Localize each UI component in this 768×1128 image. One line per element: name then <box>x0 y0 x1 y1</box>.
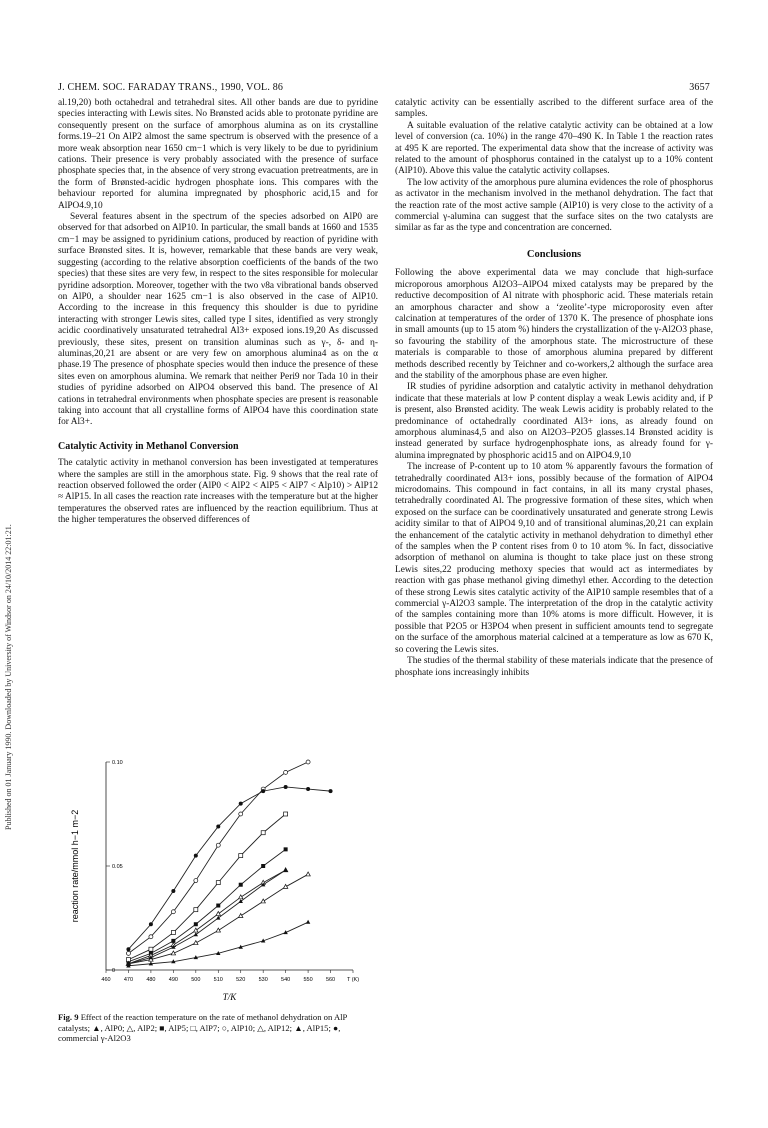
data-point <box>216 928 220 932</box>
y-axis-label: reaction rate/mmol h−1 m−2 <box>70 809 80 923</box>
x-tick-label: T (K) <box>346 977 360 983</box>
data-point <box>149 947 153 951</box>
x-tick-label: 460 <box>101 977 111 983</box>
data-point <box>171 889 175 893</box>
data-point <box>171 931 175 935</box>
data-point <box>239 812 243 816</box>
data-point <box>194 908 198 912</box>
y-tick-label: 0.10 <box>112 760 123 766</box>
download-stamp <box>4 190 20 830</box>
x-tick-label: 540 <box>281 977 291 983</box>
series-line <box>128 787 330 949</box>
data-point <box>216 904 220 908</box>
data-point <box>126 951 130 955</box>
data-point <box>239 895 243 899</box>
x-tick-label: 520 <box>236 977 246 983</box>
paragraph: Several features absent in the spectrum of the species adsorbed on AlP0 are observed for that adsorbed on AlP10. In particular, the small bands at 1660 and 1535 cm−1 may be assigned to pyridinium cations, produced by reaction of pyridine with surface Brønsted sites. It is, however, remarkable that these bands are very weak, suggesting (according to the relative absorption coefficients of the bands of the two species) that these sites are very few, in respect to the sites responsible for molecular pyridine adsorption. Moreover, together with the two ν8a vibrational bands observed on AlP0, a shoulder near 1625 cm−1 is also observed in the case of AlP10. According to the increase in this frequency this shoulder is due to pyridine interacting with stronger Lewis sites, called type I sites, identified as very strongly acidic coordinatively unsaturated tetrahedral Al3+ exposed ions.19,20 As discussed previously, these sites, present on transition aluminas such as γ-, δ- and η-aluminas,20,21 are absent or are very few on amorphous alumina4 as on the α phase.19 The presence of phosphate species would then induce the presence of these sites even on amorphous alumina. We remark that neither Peri9 nor Tada 10 in their studies of pyridine adsorbed on AlPO4 observed this band. The presence of Al cations in tetrahedral environments when phosphate species are present is reasonable taking into account that all crystalline forms of AlPO4 have this coordination state for Al3+. <box>58 212 378 428</box>
data-point <box>306 872 310 876</box>
paragraph: The low activity of the amorphous pure alumina evidences the role of phosphorus as activator in the mechanism involved in the methanol dehydration. The fact that the reaction rate of the most active sample (AlP10) is very close to the activity of a commercial γ-alumina can suggest that the surface sites on the two catalysts are similar as far as the type and concentration are concerned. <box>395 177 713 234</box>
data-point <box>261 789 265 793</box>
x-tick-label: 470 <box>123 977 134 983</box>
data-point <box>284 770 288 774</box>
series-line <box>128 762 308 953</box>
paragraph: The increase of P-content up to 10 atom % apparently favours the formation of tetrahedrally coordinated Al3+ ions, possibly because of the formation of AlPO4 microdomains. This compound in fact contains, in all its many crystal phases, tetrahedrally coordinated Al. The progressive formation of these sites, which when exposed on the surface can be coordinatively unsaturated and generate strong Lewis acidity similar to that of AlPO4 9,10 and of transitional aluminas,20,21 can explain the enhancement of the catalytic activity in methanol dehydration to dimethyl ether of the samples when the P content rises from 0 to 10 atom %. In fact, dissociative adsorption of methanol on alumina is thought to take place just on these strong Lewis sites,22 producing methoxy species that would act as intermediates by reaction with gas phase methanol giving dimethyl ether. According to the detection of these strong Lewis sites catalytic activity of the AlP10 sample resembles that of a commercial γ-Al2O3 sample. The interpretation of the drop in the catalytic activity of the samples containing more than 10% atoms is more difficult. However, it is possible that P2O5 or H3PO4 when present in sufficient amounts tend to segregate on the surface of the amorphous material calcined at a temperature as low as 670 K, so covering the Lewis sites. <box>395 462 713 655</box>
paragraph: A suitable evaluation of the relative catalytic activity can be obtained at a low level of conversion (ca. 10%) in the range 470–490 K. In Table 1 the reaction rates at 495 K are reported. The experimental data show that the increase of activity was related to the amount of phosphorus contained in the catalyst up to a 10% content (AlP10). Above this value the catalytic activity collapses. <box>395 120 713 177</box>
paragraph: IR studies of pyridine adsorption and catalytic activity in methanol dehydration indicate that these materials at low P content display a weak Lewis acidity and, if P is present, also Brønsted acidity. The weak Lewis acidity is probably related to the predominance of octahedrally coordinated Al3+ ions, as already found on amorphous aluminas4,5 and also on Al2O3–P2O5 glasses.14 Brønsted acidity is instead generated by surface hydrogenphosphate ions, as already found for γ-alumina impregnated by phosphoric acid15 and on AlPO4.9,10 <box>395 382 713 461</box>
data-point <box>239 914 243 918</box>
data-point <box>126 947 130 951</box>
right-column <box>395 98 713 679</box>
x-tick-label: 490 <box>168 977 178 983</box>
data-point <box>306 920 310 924</box>
paragraph: al.19,20) both octahedral and tetrahedral sites. All other bands are due to pyridine species interacting with Lewis sites. No Brønsted acids able to protonate pyridine are consequently present on the surface of amorphous alumina as on its crystalline forms.19–21 On AlP2 almost the same spectrum is observed with the presence of a more weak absorption near 1650 cm−1 which is very likely to be due to pyridinium cations. Their presence is very probably associated with the presence of surface phosphate species that, in the absence of very strong evacuation pretreatments, are in the form of Brønsted-acidic hydrogen phosphate ions. This compares with the behaviour reported for alumina impregnated by phosphoric acid,15 and for AlPO4.9,10 <box>58 98 378 211</box>
left-column <box>58 98 378 527</box>
data-point <box>239 854 243 858</box>
data-point <box>261 899 265 903</box>
data-point <box>284 785 288 789</box>
data-point <box>171 910 175 914</box>
x-tick-label: 500 <box>191 977 201 983</box>
data-point <box>239 883 243 887</box>
x-tick-label: 530 <box>258 977 268 983</box>
caption-text: Effect of the reaction temperature on the rate of methanol dehydration on AlP catalysts; ▲, AlP0; △, AlP2; ■, AlP5; □, AlP7; ○, AlP10; △, AlP12; ▲, AlP15; ●, commercial γ-Al2O3 <box>58 1012 347 1044</box>
data-point <box>306 760 310 764</box>
data-point <box>149 922 153 926</box>
y-tick-label: 0 <box>112 968 116 974</box>
data-point <box>261 831 265 835</box>
x-tick-label: 550 <box>303 977 313 983</box>
chart-svg <box>58 752 378 1002</box>
data-point <box>194 932 198 936</box>
caption-label: Fig. 9 <box>58 1012 79 1022</box>
paragraph: Following the above experimental data we may conclude that high-surface microporous amorphous Al2O3–AlPO4 mixed catalysts may be prepared by the reductive decomposition of Al nitrate with phosphoric acid. These materials retain an amorphous character and show a ‘zeolite’-type microporosity even after calcination at temperatures of the order of 1370 K. The presence of phosphate ions in small amounts (up to 15 atom %) hinders the crystallization of the γ-Al2O3 phase, so favouring the stability of the amorphous state. The microstructure of these materials is comparable to those of amorphous alumina prepared by different methods described recently by Teichner and co-workers,2 although the surface area and the stability of the amorphous phase are even higher. <box>395 268 713 381</box>
data-point <box>284 812 288 816</box>
data-point <box>194 879 198 883</box>
figure-9 <box>58 752 378 1002</box>
page-number: 3657 <box>689 82 710 93</box>
x-tick-label: 480 <box>146 977 156 983</box>
data-point <box>149 935 153 939</box>
section-heading: Catalytic Activity in Methanol Conversion <box>58 440 239 452</box>
data-point <box>329 789 333 793</box>
data-point <box>306 787 310 791</box>
data-point <box>194 854 198 858</box>
x-axis-label: T/K <box>222 992 237 1002</box>
y-tick-label: 0.05 <box>112 864 123 870</box>
data-point <box>216 843 220 847</box>
data-point <box>216 911 220 915</box>
paragraph: The studies of the thermal stability of these materials indicate that the presence of phosphate ions increasingly inhibits <box>395 656 713 678</box>
data-point <box>216 916 220 920</box>
data-point <box>283 868 287 872</box>
data-point <box>261 864 265 868</box>
data-point <box>194 928 198 932</box>
figure-caption <box>58 1012 378 1044</box>
section-heading: Conclusions <box>526 248 582 260</box>
data-point <box>239 802 243 806</box>
x-tick-label: 510 <box>213 977 223 983</box>
paragraph: catalytic activity can be essentially ascribed to the different surface area of the samples. <box>395 98 713 120</box>
data-point <box>216 824 220 828</box>
x-tick-label: 560 <box>325 977 336 983</box>
data-point <box>216 881 220 885</box>
paragraph: The catalytic activity in methanol conversion has been investigated at temperatures where the samples are still in the amorphous state. Fig. 9 shows that the real rate of reaction observed followed the order (AlP0 < AlP2 < AlP5 < AlP7 < Alp10) > AlP12 ≈ AlP15. In all cases the reaction rate increases with the temperature but at the higher temperatures the observed rates are influenced by the reaction equilibrium. Thus at the higher temperatures the observed differences of <box>58 458 378 526</box>
data-point <box>284 847 288 851</box>
data-point <box>239 899 243 903</box>
journal-title: J. CHEM. SOC. FARADAY TRANS., 1990, VOL. 86 <box>58 82 284 93</box>
data-point <box>194 922 198 926</box>
download-stamp-text: Published on 01 January 1990. Downloaded by University of Windsor on 24/10/2014 22:01:21. <box>4 524 13 830</box>
